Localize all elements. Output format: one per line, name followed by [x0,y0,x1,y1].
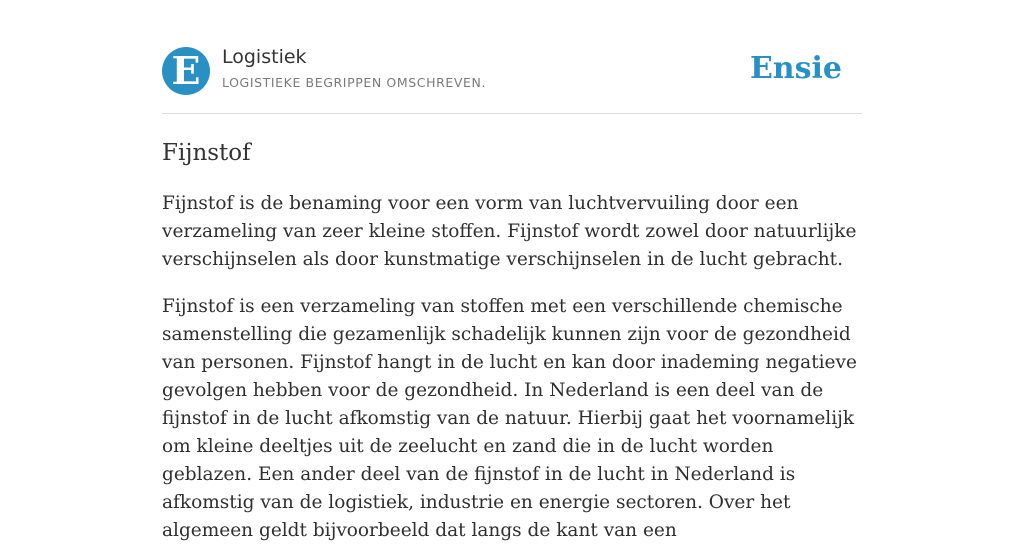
ensie-brand-logo[interactable]: Ensie [749,51,842,86]
site-header [162,0,862,114]
page [162,0,862,545]
site-logo-icon[interactable]: E [162,47,210,95]
site-tagline: LOGISTIEKE BEGRIPPEN OMSCHREVEN. [222,75,487,90]
article-paragraph: Fijnstof is de benaming voor een vorm van luchtvervuiling door een verzameling van zeer kleine stoffen. Fijnstof wordt zowel door natuurlijke verschijnselen als door kunstmatige verschijnselen in de lucht gebracht. [162,193,857,270]
site-title[interactable]: Logistiek [222,46,307,68]
article-title: Fijnstof [162,140,251,166]
article-paragraph: Fijnstof is een verzameling van stoffen met een verschillende chemische samenstelling die gezamenlijk schadelijk kunnen zijn voor de gezondheid van personen. Fijnstof hangt in de lucht en kan door inademing negatieve gevolgen hebben voor de gezondheid. In Nederland is een deel van de fijnstof in de lucht afkomstig van de natuur. Hierbij gaat het voornamelijk om kleine deeltjes uit de zeelucht en zand die in de lucht worden geblazen. Een ander deel van de fijnstof in de lucht in Nederland is afkomstig van de logistiek, industrie en energie sectoren. Over het algemeen geldt bijvoorbeeld dat langs de kant van een [162,296,857,541]
